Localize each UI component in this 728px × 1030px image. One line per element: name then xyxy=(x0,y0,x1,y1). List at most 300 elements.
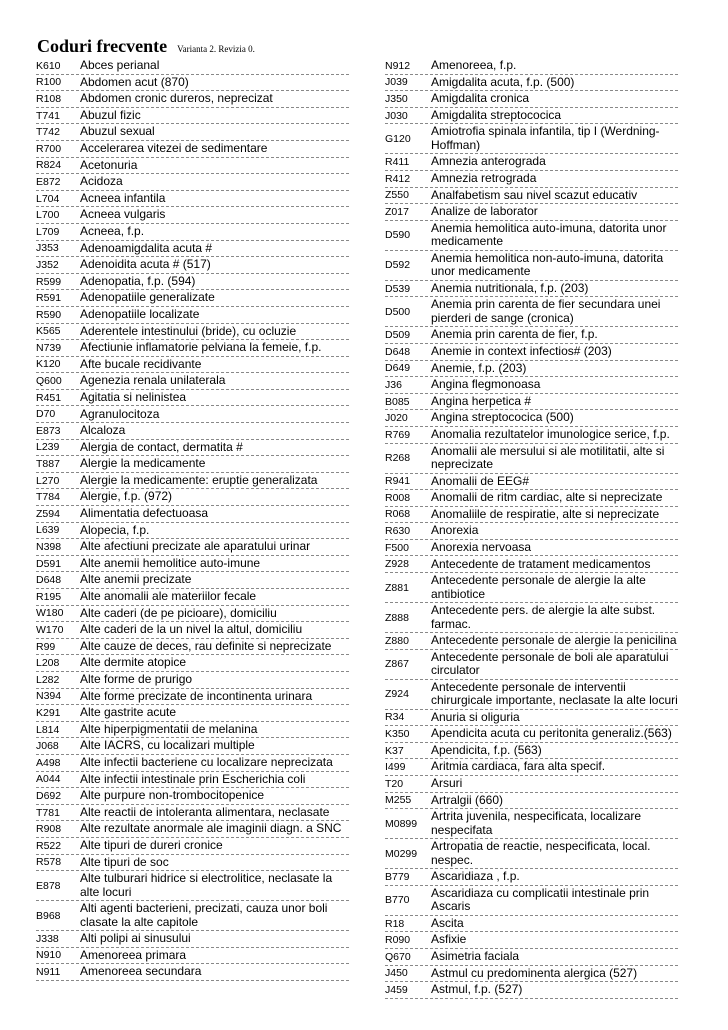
diagnosis-description: Amenoreea secundara xyxy=(80,964,202,979)
diagnosis-code: J352 xyxy=(36,258,59,271)
code-row xyxy=(36,158,349,175)
diagnosis-description: Anemia nutritionala, f.p. (203) xyxy=(431,280,589,295)
code-row xyxy=(36,722,349,739)
diagnosis-code: L709 xyxy=(36,225,60,238)
code-row xyxy=(36,340,349,357)
diagnosis-description: Anorexia nervoasa xyxy=(431,539,532,554)
diagnosis-description: Adenoamigdalita acuta # xyxy=(80,240,213,255)
code-row xyxy=(385,58,678,75)
diagnosis-code: R068 xyxy=(385,508,411,521)
diagnosis-description: Alergie la medicamente xyxy=(80,456,206,471)
diagnosis-description: Abces perianal xyxy=(80,58,160,73)
code-row xyxy=(36,75,349,92)
diagnosis-description: Arsuri xyxy=(431,776,463,791)
diagnosis-code: N739 xyxy=(36,341,62,354)
diagnosis-code: B779 xyxy=(385,871,410,884)
left-code-column xyxy=(36,58,349,981)
diagnosis-code: J338 xyxy=(36,932,59,945)
diagnosis-description: Asfixie xyxy=(431,932,467,947)
code-row xyxy=(385,916,678,933)
diagnosis-description: Abdomen cronic dureros, neprecizat xyxy=(80,91,273,106)
diagnosis-description: Artralgii (660) xyxy=(431,792,504,807)
code-row xyxy=(36,821,349,838)
code-row xyxy=(385,91,678,108)
diagnosis-code: K291 xyxy=(36,706,61,719)
code-row xyxy=(385,75,678,92)
code-row xyxy=(385,124,678,154)
diagnosis-code: D648 xyxy=(385,345,411,358)
diagnosis-code: A498 xyxy=(36,756,61,769)
diagnosis-description: Anemia prin carenta de fier, f.p. xyxy=(431,327,598,342)
diagnosis-code: L270 xyxy=(36,474,60,487)
diagnosis-code: J459 xyxy=(385,983,408,996)
code-row xyxy=(385,886,678,916)
diagnosis-description: Apendicita, f.p. (563) xyxy=(431,742,542,757)
diagnosis-description: Acidoza xyxy=(80,174,123,189)
diagnosis-description: Ascita xyxy=(431,915,464,930)
diagnosis-description: Anemia hemolitica auto-imuna, datorita unor medicamente xyxy=(431,220,667,249)
diagnosis-code: Z888 xyxy=(385,611,409,624)
diagnosis-code: T742 xyxy=(36,126,60,139)
code-row xyxy=(385,710,678,727)
code-row xyxy=(385,809,678,839)
diagnosis-code: R451 xyxy=(36,391,62,404)
diagnosis-description: Alti polipi ai sinusului xyxy=(80,931,191,946)
code-row xyxy=(385,793,678,810)
code-row xyxy=(385,221,678,251)
diagnosis-description: Acneea vulgaris xyxy=(80,207,166,222)
diagnosis-code: N394 xyxy=(36,690,62,703)
diagnosis-description: Analize de laborator xyxy=(431,204,538,219)
code-row xyxy=(36,390,349,407)
code-row xyxy=(36,639,349,656)
diagnosis-code: D500 xyxy=(385,305,411,318)
code-row xyxy=(36,124,349,141)
code-row xyxy=(36,207,349,224)
diagnosis-description: Analfabetism sau nivel scazut educativ xyxy=(431,187,638,202)
code-row xyxy=(36,523,349,540)
diagnosis-code: Z924 xyxy=(385,688,409,701)
diagnosis-description: Alte cauze de deces, rau definite si neprecizate xyxy=(80,638,332,653)
diagnosis-description: Antecedente personale de alergie la penicilina xyxy=(431,633,677,648)
diagnosis-description: Alte tipuri de dureri cronice xyxy=(80,837,223,852)
diagnosis-code: R18 xyxy=(385,917,405,930)
code-row xyxy=(385,204,678,221)
diagnosis-description: Ascaridiaza , f.p. xyxy=(431,869,520,884)
diagnosis-code: L814 xyxy=(36,723,60,736)
diagnosis-code: D70 xyxy=(36,408,56,421)
code-row xyxy=(385,523,678,540)
diagnosis-description: Angina flegmonoasa xyxy=(431,377,541,392)
diagnosis-code: R578 xyxy=(36,856,62,869)
diagnosis-code: T20 xyxy=(385,777,404,790)
diagnosis-code: R34 xyxy=(385,711,405,724)
diagnosis-description: Anorexia xyxy=(431,523,479,538)
diagnosis-description: Artrita juvenila, nespecificata, localizare nespecifata xyxy=(431,809,642,837)
diagnosis-code: R108 xyxy=(36,92,62,105)
code-row xyxy=(36,290,349,307)
code-row xyxy=(36,871,349,901)
diagnosis-description: Abdomen acut (870) xyxy=(80,74,189,89)
diagnosis-description: Acetonuria xyxy=(80,157,138,172)
diagnosis-code: L239 xyxy=(36,441,60,454)
code-row xyxy=(385,361,678,378)
diagnosis-description: Alte forme precizate de incontinenta urinara xyxy=(80,688,313,703)
diagnosis-code: R590 xyxy=(36,308,62,321)
diagnosis-description: Accelerarea vitezei de sedimentare xyxy=(80,141,268,156)
diagnosis-code: R824 xyxy=(36,159,62,172)
code-row xyxy=(36,901,349,931)
code-row xyxy=(385,154,678,171)
code-row xyxy=(36,606,349,623)
diagnosis-description: Agitatia si nelinistea xyxy=(80,389,187,404)
code-row xyxy=(385,251,678,281)
diagnosis-description: Acneea, f.p. xyxy=(80,223,145,238)
diagnosis-description: Alte gastrite acute xyxy=(80,705,177,720)
code-row xyxy=(385,188,678,205)
diagnosis-code: Z594 xyxy=(36,507,60,520)
diagnosis-code: D539 xyxy=(385,282,411,295)
code-row xyxy=(385,344,678,361)
code-row xyxy=(385,982,678,999)
code-row xyxy=(385,776,678,793)
diagnosis-code: L208 xyxy=(36,657,60,670)
code-row xyxy=(36,473,349,490)
code-row xyxy=(385,680,678,710)
diagnosis-description: Antecedente pers. de alergie la alte subst. farmac. xyxy=(431,603,656,631)
diagnosis-code: J030 xyxy=(385,109,408,122)
diagnosis-code: T741 xyxy=(36,109,60,122)
diagnosis-description: Agenezia renala unilaterala xyxy=(80,373,226,388)
diagnosis-description: Anomaliile de respiratie, alte si neprecizate xyxy=(431,506,660,521)
code-row xyxy=(385,839,678,869)
diagnosis-code: R630 xyxy=(385,525,411,538)
diagnosis-description: Anomalii de ritm cardiac, alte si neprecizate xyxy=(431,490,663,505)
code-row xyxy=(36,440,349,457)
diagnosis-description: Alopecia, f.p. xyxy=(80,522,150,537)
code-row xyxy=(36,622,349,639)
code-row xyxy=(36,838,349,855)
code-row xyxy=(36,224,349,241)
diagnosis-description: Adenopatia, f.p. (594) xyxy=(80,273,196,288)
diagnosis-code: Q600 xyxy=(36,375,62,388)
code-row xyxy=(385,394,678,411)
diagnosis-description: Anuria si oliguria xyxy=(431,709,520,724)
diagnosis-description: Anemie in context infectios# (203) xyxy=(431,343,612,358)
diagnosis-code: D592 xyxy=(385,259,411,272)
diagnosis-description: Astmul cu predominenta alergica (527) xyxy=(431,965,638,980)
diagnosis-description: Asimetria faciala xyxy=(431,949,520,964)
diagnosis-description: Ascaridiaza cu complicatii intestinale prin Ascaris xyxy=(431,885,650,914)
code-row xyxy=(385,726,678,743)
code-row xyxy=(385,573,678,603)
diagnosis-code: R522 xyxy=(36,839,62,852)
code-row xyxy=(36,572,349,589)
diagnosis-code: R008 xyxy=(385,491,411,504)
right-code-column xyxy=(385,58,678,999)
diagnosis-code: K565 xyxy=(36,325,61,338)
diagnosis-code: L704 xyxy=(36,192,60,205)
diagnosis-description: Alte tulburari hidrice si electrolitice, neclasate la alte locuri xyxy=(80,871,333,899)
diagnosis-description: Alte reactii de intoleranta alimentara, neclasate xyxy=(80,804,330,819)
code-row xyxy=(36,357,349,374)
diagnosis-code: D648 xyxy=(36,574,62,587)
code-row xyxy=(36,174,349,191)
code-row xyxy=(36,373,349,390)
diagnosis-description: Adenopatiile localizate xyxy=(80,306,200,321)
diagnosis-code: R100 xyxy=(36,76,62,89)
diagnosis-code: J353 xyxy=(36,242,59,255)
code-row xyxy=(385,171,678,188)
diagnosis-description: Antecedente personale de alergie la alte antibiotice xyxy=(431,573,646,601)
diagnosis-code: T781 xyxy=(36,806,60,819)
page-title: Coduri frecvente xyxy=(37,36,168,56)
diagnosis-code: D649 xyxy=(385,362,411,375)
page-subtitle: Varianta 2. Revizia 0. xyxy=(177,44,255,54)
code-row xyxy=(36,539,349,556)
code-row xyxy=(36,108,349,125)
diagnosis-description: Anomalii ale mersului si ale motilitatii, alte si neprecizate xyxy=(431,443,665,471)
diagnosis-description: Angina herpetica # xyxy=(431,393,532,408)
diagnosis-code: J450 xyxy=(385,967,408,980)
code-row xyxy=(36,556,349,573)
diagnosis-code: I499 xyxy=(385,761,406,774)
diagnosis-description: Antecedente personale de boli ale aparatului circulator xyxy=(431,649,669,678)
diagnosis-description: Amnezia anterograda xyxy=(431,154,546,169)
diagnosis-code: D509 xyxy=(385,329,411,342)
diagnosis-description: Apendicita acuta cu peritonita generaliz.(563) xyxy=(431,726,672,741)
diagnosis-code: E878 xyxy=(36,879,61,892)
code-row xyxy=(385,444,678,474)
code-row xyxy=(36,788,349,805)
code-row xyxy=(36,58,349,75)
diagnosis-code: Z550 xyxy=(385,189,409,202)
diagnosis-code: Z928 xyxy=(385,558,409,571)
diagnosis-code: G120 xyxy=(385,132,411,145)
diagnosis-description: Artropatia de reactie, nespecificata, local. nespec. xyxy=(431,839,651,867)
code-row xyxy=(385,297,678,327)
diagnosis-code: B770 xyxy=(385,894,410,907)
diagnosis-code: J36 xyxy=(385,378,402,391)
diagnosis-code: R700 xyxy=(36,142,62,155)
diagnosis-description: Alte caderi de la un nivel la altul, domiciliu xyxy=(80,622,303,637)
code-row xyxy=(385,327,678,344)
code-row xyxy=(36,755,349,772)
diagnosis-code: R268 xyxy=(385,452,411,464)
diagnosis-code: K37 xyxy=(385,744,404,757)
diagnosis-code: E873 xyxy=(36,424,61,437)
diagnosis-code: L639 xyxy=(36,524,60,537)
code-row xyxy=(36,655,349,672)
diagnosis-description: Alte anemii precizate xyxy=(80,572,192,587)
diagnosis-description: Anemia hemolitica non-auto-imuna, datorita unor medicamente xyxy=(431,250,664,279)
diagnosis-code: L700 xyxy=(36,209,60,222)
diagnosis-code: D692 xyxy=(36,789,62,802)
diagnosis-description: Anomalia rezultatelor imunologice serice, f.p. xyxy=(431,426,670,441)
diagnosis-description: Abuzul sexual xyxy=(80,124,155,139)
diagnosis-description: Alti agenti bacterieni, precizati, cauza unor boli clasate la alte capitole xyxy=(80,901,328,929)
code-row xyxy=(36,589,349,606)
diagnosis-code: Z017 xyxy=(385,205,409,218)
diagnosis-code: M0299 xyxy=(385,847,418,860)
diagnosis-description: Anemie, f.p. (203) xyxy=(431,360,527,375)
diagnosis-description: Afte bucale recidivante xyxy=(80,356,202,371)
code-row xyxy=(385,759,678,776)
code-row xyxy=(36,964,349,981)
diagnosis-code: Z867 xyxy=(385,658,409,671)
code-row xyxy=(36,805,349,822)
diagnosis-code: R090 xyxy=(385,934,411,947)
code-row xyxy=(36,672,349,689)
code-row xyxy=(385,949,678,966)
diagnosis-code: A044 xyxy=(36,773,61,786)
diagnosis-description: Alte caderi (de pe picioare), domiciliu xyxy=(80,605,277,620)
diagnosis-description: Alte anemii hemolitice auto-imune xyxy=(80,555,261,570)
code-row xyxy=(36,705,349,722)
diagnosis-description: Alte IACRS, cu localizari multiple xyxy=(80,738,255,753)
diagnosis-description: Alergia de contact, dermatita # xyxy=(80,439,243,454)
diagnosis-description: Alte rezultate anormale ale imaginii diagn. a SNC xyxy=(80,821,342,836)
diagnosis-code: R99 xyxy=(36,640,56,653)
diagnosis-code: J020 xyxy=(385,412,408,425)
diagnosis-description: Afectiunie inflamatorie pelviana la femeie, f.p. xyxy=(80,340,322,355)
diagnosis-code: K610 xyxy=(36,59,61,72)
diagnosis-description: Alte tipuri de soc xyxy=(80,854,169,869)
code-row xyxy=(385,556,678,573)
code-row xyxy=(385,410,678,427)
diagnosis-description: Abuzul fizic xyxy=(80,107,141,122)
diagnosis-description: Alergie la medicamente: eruptie generalizata xyxy=(80,472,318,487)
diagnosis-code: N912 xyxy=(385,59,411,72)
diagnosis-code: Z880 xyxy=(385,634,409,647)
diagnosis-description: Amigdalita cronica xyxy=(431,91,530,106)
diagnosis-code: R412 xyxy=(385,172,411,185)
code-row xyxy=(36,772,349,789)
diagnosis-code: F500 xyxy=(385,541,409,554)
code-row xyxy=(385,490,678,507)
diagnosis-code: J350 xyxy=(385,92,408,105)
code-row xyxy=(36,489,349,506)
diagnosis-description: Alte forme de prurigo xyxy=(80,672,193,687)
diagnosis-description: Astmul, f.p. (527) xyxy=(431,982,523,997)
diagnosis-description: Acneea infantila xyxy=(80,190,166,205)
diagnosis-description: Alte dermite atopice xyxy=(80,655,187,670)
diagnosis-description: Amigdalita acuta, f.p. (500) xyxy=(431,74,575,89)
code-row xyxy=(385,932,678,949)
code-row xyxy=(36,241,349,258)
code-row xyxy=(385,869,678,886)
diagnosis-description: Anemia prin carenta de fier secundara unei pierderi de sange (cronica) xyxy=(431,297,661,325)
diagnosis-code: N398 xyxy=(36,541,62,554)
code-row xyxy=(36,948,349,965)
code-row xyxy=(385,966,678,983)
diagnosis-code: Z881 xyxy=(385,581,409,594)
diagnosis-description: Amenoreea, f.p. xyxy=(431,58,517,73)
code-row xyxy=(36,257,349,274)
code-row xyxy=(36,141,349,158)
code-row xyxy=(36,931,349,948)
code-row xyxy=(385,507,678,524)
diagnosis-code: L282 xyxy=(36,673,60,686)
diagnosis-description: Angina streptococica (500) xyxy=(431,410,574,425)
diagnosis-description: Antecedente de tratament medicamentos xyxy=(431,556,651,571)
diagnosis-code: R411 xyxy=(385,156,410,169)
code-row xyxy=(385,633,678,650)
diagnosis-description: Adenopatiile generalizate xyxy=(80,290,215,305)
diagnosis-code: R769 xyxy=(385,428,411,441)
code-row xyxy=(36,406,349,423)
diagnosis-code: R195 xyxy=(36,590,62,603)
diagnosis-description: Antecedente personale de interventii chirurgicale importante, neclasate la alte locuri xyxy=(431,679,678,708)
diagnosis-description: Alte anomalii ale materiilor fecale xyxy=(80,589,257,604)
code-row xyxy=(385,377,678,394)
diagnosis-code: M0899 xyxy=(385,817,418,830)
diagnosis-code: D590 xyxy=(385,229,411,242)
diagnosis-code: R941 xyxy=(385,475,411,488)
code-row xyxy=(36,324,349,341)
code-row xyxy=(36,307,349,324)
code-row xyxy=(385,281,678,298)
diagnosis-code: B085 xyxy=(385,395,410,408)
diagnosis-description: Amenoreea primara xyxy=(80,947,187,962)
diagnosis-code: R591 xyxy=(36,292,62,305)
diagnosis-code: B968 xyxy=(36,909,61,922)
diagnosis-code: T887 xyxy=(36,458,60,471)
diagnosis-code: J039 xyxy=(385,76,408,89)
diagnosis-code: K120 xyxy=(36,358,61,371)
code-row xyxy=(36,456,349,473)
diagnosis-code: K350 xyxy=(385,728,410,741)
diagnosis-description: Alte afectiuni precizate ale aparatului urinar xyxy=(80,539,311,554)
diagnosis-description: Alte purpure non-trombocitopenice xyxy=(80,788,265,803)
diagnosis-description: Aderentele intestinului (bride), cu ocluzie xyxy=(80,323,297,338)
code-row xyxy=(385,108,678,125)
code-row xyxy=(385,603,678,633)
diagnosis-description: Alte hiperpigmentatii de melanina xyxy=(80,721,258,736)
code-row xyxy=(36,191,349,208)
diagnosis-code: D591 xyxy=(36,557,62,570)
code-row xyxy=(385,540,678,557)
diagnosis-description: Agranulocitoza xyxy=(80,406,160,421)
diagnosis-code: T784 xyxy=(36,491,60,504)
diagnosis-code: Q670 xyxy=(385,950,411,963)
diagnosis-description: Alte infectii intestinale prin Escherichia coli xyxy=(80,771,306,786)
diagnosis-description: Alimentatia defectuoasa xyxy=(80,506,209,521)
diagnosis-code: R599 xyxy=(36,275,62,288)
diagnosis-code: M255 xyxy=(385,794,412,807)
code-row xyxy=(385,650,678,680)
code-row xyxy=(36,274,349,291)
diagnosis-code: R908 xyxy=(36,823,62,836)
code-row xyxy=(385,474,678,491)
diagnosis-description: Anomalii de EEG# xyxy=(431,473,530,488)
diagnosis-description: Alergie, f.p. (972) xyxy=(80,489,173,504)
diagnosis-code: W180 xyxy=(36,607,64,620)
diagnosis-description: Alte infectii bacteriene cu localizare neprecizata xyxy=(80,754,333,769)
diagnosis-code: J068 xyxy=(36,740,59,753)
diagnosis-code: W170 xyxy=(36,623,64,636)
diagnosis-description: Amiotrofia spinala infantila, tip I (Werdning-Hoffman) xyxy=(431,124,660,152)
code-row xyxy=(36,423,349,440)
diagnosis-code: N911 xyxy=(36,966,61,979)
code-row xyxy=(36,855,349,872)
code-row xyxy=(36,506,349,523)
diagnosis-description: Alcaloza xyxy=(80,423,126,438)
diagnosis-description: Amnezia retrograda xyxy=(431,171,537,186)
code-row xyxy=(36,91,349,108)
document-header xyxy=(37,36,255,57)
code-row xyxy=(36,738,349,755)
